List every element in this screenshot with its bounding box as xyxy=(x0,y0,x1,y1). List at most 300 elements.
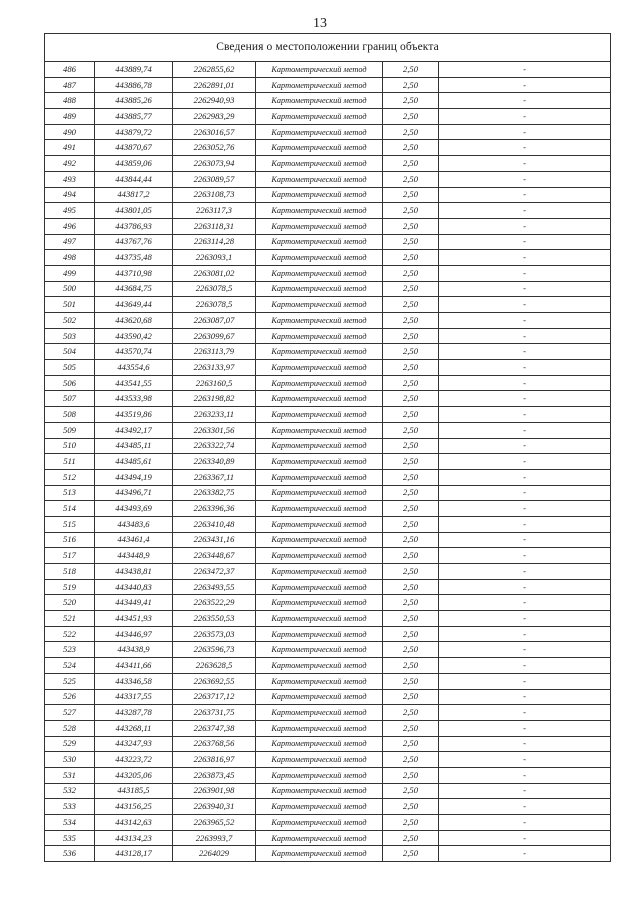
note-cell: - xyxy=(439,93,611,109)
x-coordinate-cell: 443590,42 xyxy=(95,328,173,344)
note-cell: - xyxy=(439,532,611,548)
x-coordinate-cell: 443735,48 xyxy=(95,250,173,266)
point-number-cell: 535 xyxy=(45,830,95,846)
point-number-cell: 507 xyxy=(45,391,95,407)
table-row xyxy=(45,109,611,125)
accuracy-cell: 2,50 xyxy=(383,422,439,438)
y-coordinate-cell: 2262855,62 xyxy=(173,62,256,78)
accuracy-cell: 2,50 xyxy=(383,109,439,125)
method-cell: Картометрический метод xyxy=(256,767,383,783)
x-coordinate-cell: 443870,67 xyxy=(95,140,173,156)
note-cell: - xyxy=(439,140,611,156)
note-cell: - xyxy=(439,360,611,376)
y-coordinate-cell: 2263596,73 xyxy=(173,642,256,658)
note-cell: - xyxy=(439,407,611,423)
y-coordinate-cell: 2263233,11 xyxy=(173,407,256,423)
y-coordinate-cell: 2263081,02 xyxy=(173,265,256,281)
x-coordinate-cell: 443483,6 xyxy=(95,516,173,532)
accuracy-cell: 2,50 xyxy=(383,799,439,815)
y-coordinate-cell: 2263717,12 xyxy=(173,689,256,705)
x-coordinate-cell: 443786,93 xyxy=(95,218,173,234)
accuracy-cell: 2,50 xyxy=(383,187,439,203)
y-coordinate-cell: 2263367,11 xyxy=(173,469,256,485)
method-cell: Картометрический метод xyxy=(256,407,383,423)
y-coordinate-cell: 2263901,98 xyxy=(173,783,256,799)
accuracy-cell: 2,50 xyxy=(383,140,439,156)
method-cell: Картометрический метод xyxy=(256,109,383,125)
method-cell: Картометрический метод xyxy=(256,140,383,156)
point-number-cell: 495 xyxy=(45,203,95,219)
note-cell: - xyxy=(439,250,611,266)
note-cell: - xyxy=(439,313,611,329)
method-cell: Картометрический метод xyxy=(256,611,383,627)
x-coordinate-cell: 443519,86 xyxy=(95,407,173,423)
y-coordinate-cell: 2263160,5 xyxy=(173,375,256,391)
method-cell: Картометрический метод xyxy=(256,830,383,846)
x-coordinate-cell: 443859,06 xyxy=(95,156,173,172)
point-number-cell: 501 xyxy=(45,297,95,313)
x-coordinate-cell: 443649,44 xyxy=(95,297,173,313)
accuracy-cell: 2,50 xyxy=(383,203,439,219)
point-number-cell: 506 xyxy=(45,375,95,391)
y-coordinate-cell: 2263087,07 xyxy=(173,313,256,329)
note-cell: - xyxy=(439,830,611,846)
table-row xyxy=(45,626,611,642)
point-number-cell: 505 xyxy=(45,360,95,376)
y-coordinate-cell: 2263965,52 xyxy=(173,815,256,831)
method-cell: Картометрический метод xyxy=(256,485,383,501)
x-coordinate-cell: 443440,83 xyxy=(95,579,173,595)
y-coordinate-cell: 2263114,28 xyxy=(173,234,256,250)
y-coordinate-cell: 2263322,74 xyxy=(173,438,256,454)
y-coordinate-cell: 2263382,75 xyxy=(173,485,256,501)
method-cell: Картометрический метод xyxy=(256,595,383,611)
method-cell: Картометрический метод xyxy=(256,736,383,752)
note-cell: - xyxy=(439,328,611,344)
method-cell: Картометрический метод xyxy=(256,250,383,266)
point-number-cell: 489 xyxy=(45,109,95,125)
point-number-cell: 529 xyxy=(45,736,95,752)
y-coordinate-cell: 2263873,45 xyxy=(173,767,256,783)
y-coordinate-cell: 2263747,38 xyxy=(173,720,256,736)
table-row xyxy=(45,297,611,313)
accuracy-cell: 2,50 xyxy=(383,313,439,329)
x-coordinate-cell: 443411,66 xyxy=(95,658,173,674)
point-number-cell: 504 xyxy=(45,344,95,360)
note-cell: - xyxy=(439,658,611,674)
accuracy-cell: 2,50 xyxy=(383,234,439,250)
accuracy-cell: 2,50 xyxy=(383,595,439,611)
point-number-cell: 534 xyxy=(45,815,95,831)
table-row xyxy=(45,360,611,376)
point-number-cell: 486 xyxy=(45,62,95,78)
y-coordinate-cell: 2263093,1 xyxy=(173,250,256,266)
accuracy-cell: 2,50 xyxy=(383,752,439,768)
x-coordinate-cell: 443684,75 xyxy=(95,281,173,297)
point-number-cell: 525 xyxy=(45,673,95,689)
method-cell: Картометрический метод xyxy=(256,187,383,203)
note-cell: - xyxy=(439,438,611,454)
x-coordinate-cell: 443801,05 xyxy=(95,203,173,219)
table-row xyxy=(45,705,611,721)
note-cell: - xyxy=(439,846,611,862)
table-row xyxy=(45,469,611,485)
note-cell: - xyxy=(439,736,611,752)
table-row xyxy=(45,234,611,250)
note-cell: - xyxy=(439,109,611,125)
table-row xyxy=(45,265,611,281)
table-row xyxy=(45,454,611,470)
note-cell: - xyxy=(439,187,611,203)
y-coordinate-cell: 2263396,36 xyxy=(173,501,256,517)
table-row xyxy=(45,203,611,219)
point-number-cell: 509 xyxy=(45,422,95,438)
table-row xyxy=(45,564,611,580)
accuracy-cell: 2,50 xyxy=(383,375,439,391)
table-row xyxy=(45,846,611,862)
method-cell: Картометрический метод xyxy=(256,783,383,799)
x-coordinate-cell: 443142,63 xyxy=(95,815,173,831)
method-cell: Картометрический метод xyxy=(256,564,383,580)
method-cell: Картометрический метод xyxy=(256,705,383,721)
method-cell: Картометрический метод xyxy=(256,454,383,470)
y-coordinate-cell: 2263073,94 xyxy=(173,156,256,172)
method-cell: Картометрический метод xyxy=(256,234,383,250)
x-coordinate-cell: 443570,74 xyxy=(95,344,173,360)
y-coordinate-cell: 2263550,53 xyxy=(173,611,256,627)
note-cell: - xyxy=(439,171,611,187)
accuracy-cell: 2,50 xyxy=(383,250,439,266)
y-coordinate-cell: 2263692,55 xyxy=(173,673,256,689)
point-number-cell: 511 xyxy=(45,454,95,470)
x-coordinate-cell: 443767,76 xyxy=(95,234,173,250)
point-number-cell: 519 xyxy=(45,579,95,595)
point-number-cell: 491 xyxy=(45,140,95,156)
table-row xyxy=(45,344,611,360)
point-number-cell: 520 xyxy=(45,595,95,611)
point-number-cell: 496 xyxy=(45,218,95,234)
y-coordinate-cell: 2262983,29 xyxy=(173,109,256,125)
point-number-cell: 502 xyxy=(45,313,95,329)
y-coordinate-cell: 2263940,31 xyxy=(173,799,256,815)
y-coordinate-cell: 2263301,56 xyxy=(173,422,256,438)
table-row xyxy=(45,281,611,297)
point-number-cell: 528 xyxy=(45,720,95,736)
table-row xyxy=(45,140,611,156)
note-cell: - xyxy=(439,516,611,532)
table-row xyxy=(45,124,611,140)
method-cell: Картометрический метод xyxy=(256,218,383,234)
accuracy-cell: 2,50 xyxy=(383,516,439,532)
x-coordinate-cell: 443317,55 xyxy=(95,689,173,705)
y-coordinate-cell: 2263431,16 xyxy=(173,532,256,548)
point-number-cell: 488 xyxy=(45,93,95,109)
accuracy-cell: 2,50 xyxy=(383,626,439,642)
y-coordinate-cell: 2263340,89 xyxy=(173,454,256,470)
method-cell: Картометрический метод xyxy=(256,391,383,407)
table-row xyxy=(45,391,611,407)
accuracy-cell: 2,50 xyxy=(383,391,439,407)
x-coordinate-cell: 443541,55 xyxy=(95,375,173,391)
method-cell: Картометрический метод xyxy=(256,720,383,736)
y-coordinate-cell: 2263768,56 xyxy=(173,736,256,752)
x-coordinate-cell: 443438,9 xyxy=(95,642,173,658)
table-row xyxy=(45,375,611,391)
table-row xyxy=(45,62,611,78)
accuracy-cell: 2,50 xyxy=(383,124,439,140)
table-row xyxy=(45,767,611,783)
note-cell: - xyxy=(439,265,611,281)
table-body xyxy=(45,62,611,862)
y-coordinate-cell: 2263052,76 xyxy=(173,140,256,156)
accuracy-cell: 2,50 xyxy=(383,407,439,423)
table-row xyxy=(45,815,611,831)
method-cell: Картометрический метод xyxy=(256,673,383,689)
accuracy-cell: 2,50 xyxy=(383,218,439,234)
accuracy-cell: 2,50 xyxy=(383,564,439,580)
y-coordinate-cell: 2264029 xyxy=(173,846,256,862)
x-coordinate-cell: 443817,2 xyxy=(95,187,173,203)
point-number-cell: 526 xyxy=(45,689,95,705)
point-number-cell: 512 xyxy=(45,469,95,485)
note-cell: - xyxy=(439,77,611,93)
x-coordinate-cell: 443268,11 xyxy=(95,720,173,736)
table-row xyxy=(45,799,611,815)
note-cell: - xyxy=(439,469,611,485)
table-row xyxy=(45,595,611,611)
accuracy-cell: 2,50 xyxy=(383,344,439,360)
point-number-cell: 516 xyxy=(45,532,95,548)
method-cell: Картометрический метод xyxy=(256,171,383,187)
x-coordinate-cell: 443885,26 xyxy=(95,93,173,109)
table-row xyxy=(45,548,611,564)
note-cell: - xyxy=(439,642,611,658)
method-cell: Картометрический метод xyxy=(256,532,383,548)
accuracy-cell: 2,50 xyxy=(383,265,439,281)
note-cell: - xyxy=(439,297,611,313)
method-cell: Картометрический метод xyxy=(256,375,383,391)
table-row xyxy=(45,516,611,532)
point-number-cell: 524 xyxy=(45,658,95,674)
point-number-cell: 527 xyxy=(45,705,95,721)
point-number-cell: 492 xyxy=(45,156,95,172)
table-row xyxy=(45,93,611,109)
x-coordinate-cell: 443485,61 xyxy=(95,454,173,470)
point-number-cell: 493 xyxy=(45,171,95,187)
accuracy-cell: 2,50 xyxy=(383,328,439,344)
y-coordinate-cell: 2263472,37 xyxy=(173,564,256,580)
accuracy-cell: 2,50 xyxy=(383,62,439,78)
y-coordinate-cell: 2263016,57 xyxy=(173,124,256,140)
table-row xyxy=(45,532,611,548)
method-cell: Картометрический метод xyxy=(256,156,383,172)
y-coordinate-cell: 2262940,93 xyxy=(173,93,256,109)
note-cell: - xyxy=(439,218,611,234)
y-coordinate-cell: 2263108,73 xyxy=(173,187,256,203)
point-number-cell: 503 xyxy=(45,328,95,344)
table-row xyxy=(45,485,611,501)
table-row xyxy=(45,752,611,768)
note-cell: - xyxy=(439,454,611,470)
method-cell: Картометрический метод xyxy=(256,344,383,360)
note-cell: - xyxy=(439,673,611,689)
x-coordinate-cell: 443128,17 xyxy=(95,846,173,862)
table-row xyxy=(45,642,611,658)
y-coordinate-cell: 2263816,97 xyxy=(173,752,256,768)
method-cell: Картометрический метод xyxy=(256,77,383,93)
x-coordinate-cell: 443451,93 xyxy=(95,611,173,627)
point-number-cell: 521 xyxy=(45,611,95,627)
x-coordinate-cell: 443879,72 xyxy=(95,124,173,140)
accuracy-cell: 2,50 xyxy=(383,642,439,658)
method-cell: Картометрический метод xyxy=(256,689,383,705)
y-coordinate-cell: 2263493,55 xyxy=(173,579,256,595)
x-coordinate-cell: 443156,25 xyxy=(95,799,173,815)
x-coordinate-cell: 443886,78 xyxy=(95,77,173,93)
x-coordinate-cell: 443485,11 xyxy=(95,438,173,454)
x-coordinate-cell: 443496,71 xyxy=(95,485,173,501)
table-row xyxy=(45,720,611,736)
table-row xyxy=(45,673,611,689)
note-cell: - xyxy=(439,689,611,705)
note-cell: - xyxy=(439,548,611,564)
method-cell: Картометрический метод xyxy=(256,658,383,674)
method-cell: Картометрический метод xyxy=(256,124,383,140)
note-cell: - xyxy=(439,281,611,297)
table-row xyxy=(45,250,611,266)
accuracy-cell: 2,50 xyxy=(383,77,439,93)
x-coordinate-cell: 443185,5 xyxy=(95,783,173,799)
point-number-cell: 531 xyxy=(45,767,95,783)
point-number-cell: 487 xyxy=(45,77,95,93)
accuracy-cell: 2,50 xyxy=(383,767,439,783)
x-coordinate-cell: 443620,68 xyxy=(95,313,173,329)
y-coordinate-cell: 2263731,75 xyxy=(173,705,256,721)
note-cell: - xyxy=(439,815,611,831)
point-number-cell: 499 xyxy=(45,265,95,281)
x-coordinate-cell: 443134,23 xyxy=(95,830,173,846)
point-number-cell: 518 xyxy=(45,564,95,580)
accuracy-cell: 2,50 xyxy=(383,720,439,736)
note-cell: - xyxy=(439,391,611,407)
table-row xyxy=(45,830,611,846)
x-coordinate-cell: 443885,77 xyxy=(95,109,173,125)
x-coordinate-cell: 443438,81 xyxy=(95,564,173,580)
point-number-cell: 532 xyxy=(45,783,95,799)
point-number-cell: 497 xyxy=(45,234,95,250)
method-cell: Картометрический метод xyxy=(256,422,383,438)
point-number-cell: 515 xyxy=(45,516,95,532)
note-cell: - xyxy=(439,156,611,172)
note-cell: - xyxy=(439,752,611,768)
accuracy-cell: 2,50 xyxy=(383,658,439,674)
method-cell: Картометрический метод xyxy=(256,438,383,454)
method-cell: Картометрический метод xyxy=(256,752,383,768)
x-coordinate-cell: 443554,6 xyxy=(95,360,173,376)
table-row xyxy=(45,77,611,93)
y-coordinate-cell: 2263078,5 xyxy=(173,281,256,297)
note-cell: - xyxy=(439,375,611,391)
table-row xyxy=(45,736,611,752)
point-number-cell: 517 xyxy=(45,548,95,564)
method-cell: Картометрический метод xyxy=(256,626,383,642)
x-coordinate-cell: 443710,98 xyxy=(95,265,173,281)
accuracy-cell: 2,50 xyxy=(383,611,439,627)
y-coordinate-cell: 2263573,03 xyxy=(173,626,256,642)
accuracy-cell: 2,50 xyxy=(383,171,439,187)
x-coordinate-cell: 443889,74 xyxy=(95,62,173,78)
y-coordinate-cell: 2262891,01 xyxy=(173,77,256,93)
accuracy-cell: 2,50 xyxy=(383,438,439,454)
method-cell: Картометрический метод xyxy=(256,62,383,78)
point-number-cell: 536 xyxy=(45,846,95,862)
table-row xyxy=(45,438,611,454)
accuracy-cell: 2,50 xyxy=(383,156,439,172)
accuracy-cell: 2,50 xyxy=(383,846,439,862)
table-row xyxy=(45,422,611,438)
point-number-cell: 498 xyxy=(45,250,95,266)
note-cell: - xyxy=(439,422,611,438)
boundary-coordinates-table xyxy=(44,33,611,862)
x-coordinate-cell: 443461,4 xyxy=(95,532,173,548)
note-cell: - xyxy=(439,720,611,736)
point-number-cell: 530 xyxy=(45,752,95,768)
method-cell: Картометрический метод xyxy=(256,93,383,109)
method-cell: Картометрический метод xyxy=(256,548,383,564)
table-row xyxy=(45,156,611,172)
y-coordinate-cell: 2263113,79 xyxy=(173,344,256,360)
x-coordinate-cell: 443223,72 xyxy=(95,752,173,768)
y-coordinate-cell: 2263099,67 xyxy=(173,328,256,344)
accuracy-cell: 2,50 xyxy=(383,297,439,313)
accuracy-cell: 2,50 xyxy=(383,705,439,721)
accuracy-cell: 2,50 xyxy=(383,673,439,689)
accuracy-cell: 2,50 xyxy=(383,736,439,752)
y-coordinate-cell: 2263133,97 xyxy=(173,360,256,376)
x-coordinate-cell: 443247,93 xyxy=(95,736,173,752)
point-number-cell: 500 xyxy=(45,281,95,297)
accuracy-cell: 2,50 xyxy=(383,501,439,517)
accuracy-cell: 2,50 xyxy=(383,689,439,705)
point-number-cell: 522 xyxy=(45,626,95,642)
method-cell: Картометрический метод xyxy=(256,313,383,329)
note-cell: - xyxy=(439,344,611,360)
x-coordinate-cell: 443494,19 xyxy=(95,469,173,485)
method-cell: Картометрический метод xyxy=(256,203,383,219)
method-cell: Картометрический метод xyxy=(256,328,383,344)
x-coordinate-cell: 443844,44 xyxy=(95,171,173,187)
method-cell: Картометрический метод xyxy=(256,469,383,485)
x-coordinate-cell: 443287,78 xyxy=(95,705,173,721)
point-number-cell: 533 xyxy=(45,799,95,815)
table-row xyxy=(45,783,611,799)
method-cell: Картометрический метод xyxy=(256,846,383,862)
x-coordinate-cell: 443492,17 xyxy=(95,422,173,438)
note-cell: - xyxy=(439,62,611,78)
method-cell: Картометрический метод xyxy=(256,579,383,595)
note-cell: - xyxy=(439,564,611,580)
accuracy-cell: 2,50 xyxy=(383,815,439,831)
x-coordinate-cell: 443448,9 xyxy=(95,548,173,564)
table-row xyxy=(45,658,611,674)
y-coordinate-cell: 2263118,31 xyxy=(173,218,256,234)
accuracy-cell: 2,50 xyxy=(383,548,439,564)
method-cell: Картометрический метод xyxy=(256,799,383,815)
note-cell: - xyxy=(439,501,611,517)
point-number-cell: 514 xyxy=(45,501,95,517)
method-cell: Картометрический метод xyxy=(256,297,383,313)
point-number-cell: 508 xyxy=(45,407,95,423)
